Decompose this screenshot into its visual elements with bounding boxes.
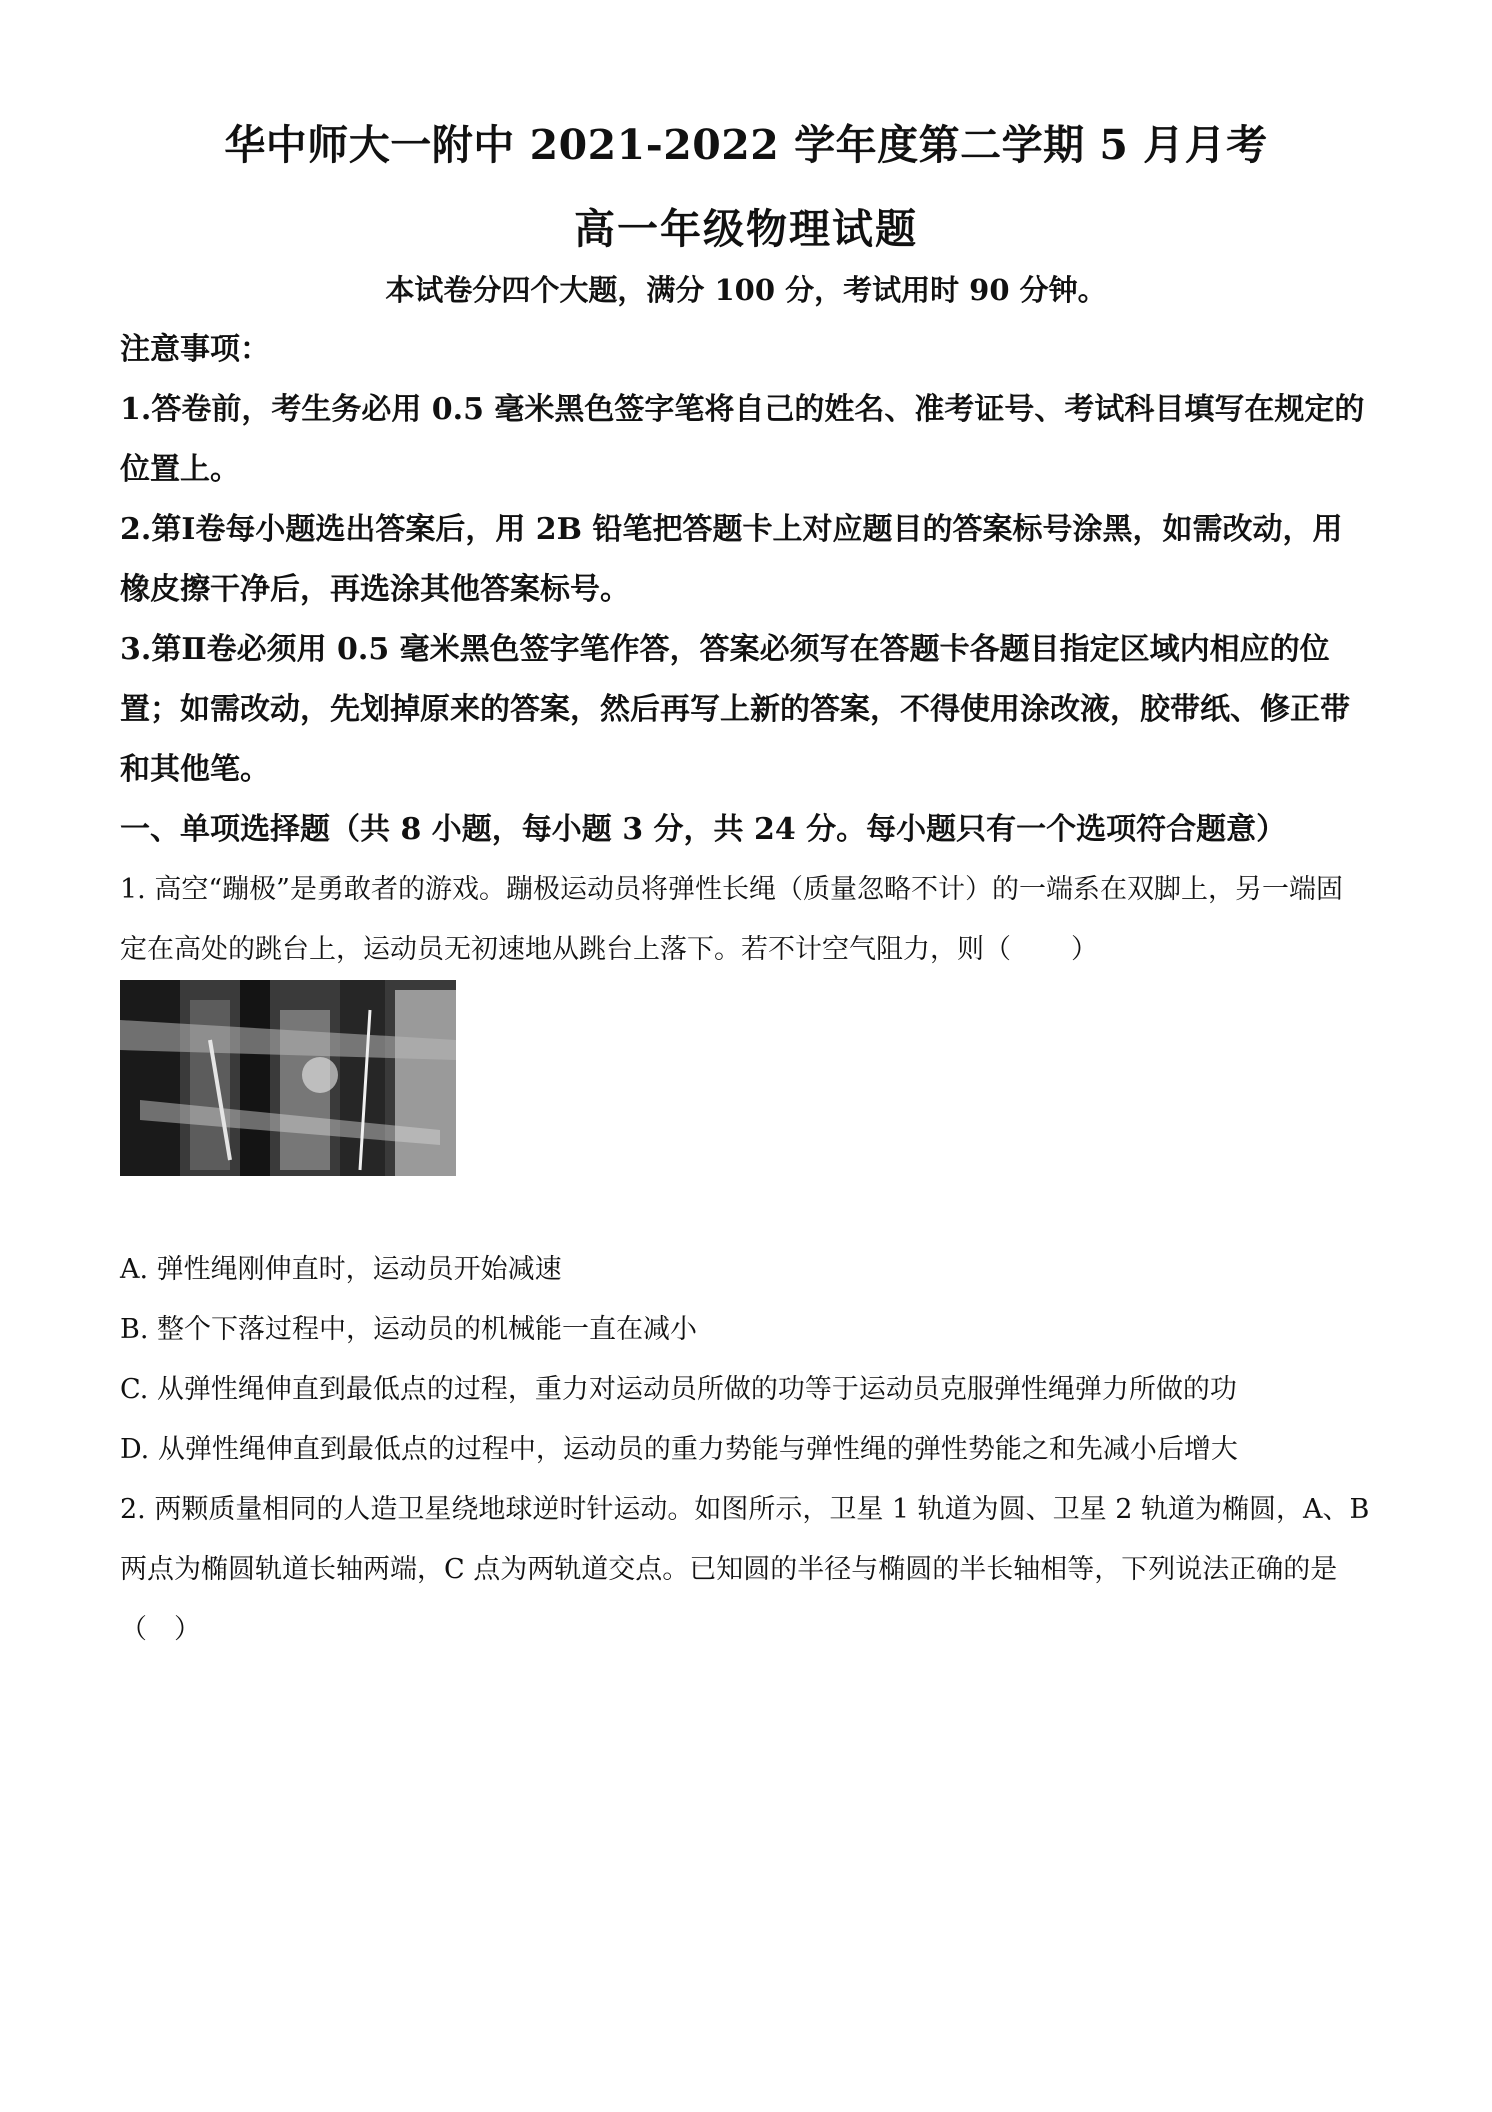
- exam-title: 华中师大一附中 2021-2022 学年度第二学期 5 月月考: [224, 121, 1268, 169]
- notes-heading: 注意事项：: [120, 332, 270, 367]
- section-heading: [120, 800, 1370, 860]
- option-c: C. 从弹性绳伸直到最低点的过程，重力对运动员所做的功等于运动员克服弹性绳弹力所做的功: [120, 1374, 1237, 1405]
- bungee-photo: [120, 980, 456, 1176]
- question-2-stem-line-2: 两点为椭圆轨道长轴两端，C 点为两轨道交点。已知圆的半径与椭圆的半长轴相等，下列说法正确的是: [120, 1554, 1338, 1585]
- option-b: B. 整个下落过程中，运动员的机械能一直在减小: [120, 1314, 698, 1345]
- question-1-stem-line-1: 1. 高空“蹦极”是勇敢者的游戏。蹦极运动员将弹性长绳（质量忽略不计）的一端系在双脚上，另一端固: [120, 874, 1343, 905]
- option-a: A. 弹性绳刚伸直时，运动员开始减速: [120, 1254, 562, 1285]
- note-item-2: 2.第Ⅰ卷每小题选出答案后，用 2B 铅笔把答题卡上对应题目的答案标号涂黑，如需改动，用橡皮擦干净后，再选涂其他答案标号。: [120, 512, 1343, 607]
- question-1-options: [120, 1240, 1370, 1480]
- question-2-stem-line-1: 2. 两颗质量相同的人造卫星绕地球逆时针运动。如图所示，卫星 1 轨道为圆、卫星 2 轨道为椭圆，A、B: [120, 1494, 1370, 1525]
- exam-info: 本试卷分四个大题，满分 100 分，考试用时 90 分钟。: [385, 273, 1107, 307]
- question-1-stem-text: 定在高处的跳台上，运动员无初速地从跳台上落下。若不计空气阻力，则（: [120, 934, 1011, 965]
- question-2-stem-line-3: （ ）: [120, 1614, 201, 1645]
- note-item-3: 3.第Ⅱ卷必须用 0.5 毫米黑色签字笔作答，答案必须写在答题卡各题目指定区域内相应的位置；如需改动，先划掉原来的答案，然后再写上新的答案，不得使用涂改液，胶带纸、修正带和其他笔。: [120, 632, 1350, 787]
- exam-subtitle: 高一年级物理试题: [574, 205, 918, 253]
- notes-section: [120, 320, 1370, 800]
- option-d: D. 从弹性绳伸直到最低点的过程中，运动员的重力势能与弹性绳的弹性势能之和先减小后增大: [120, 1434, 1238, 1465]
- section-1-heading: 一、单项选择题（共 8 小题，每小题 3 分，共 24 分。每小题只有一个选项符合题意）: [120, 812, 1287, 847]
- question-1: [120, 860, 1370, 980]
- question-1-stem-close: ）: [1071, 934, 1098, 965]
- question-2: [120, 1480, 1370, 1660]
- note-item-1: 1.答卷前，考生务必用 0.5 毫米黑色签字笔将自己的姓名、准考证号、考试科目填写在规定的位置上。: [120, 392, 1365, 487]
- bungee-photo-image: [120, 980, 456, 1176]
- question-1-stem-line-2: [120, 920, 1370, 980]
